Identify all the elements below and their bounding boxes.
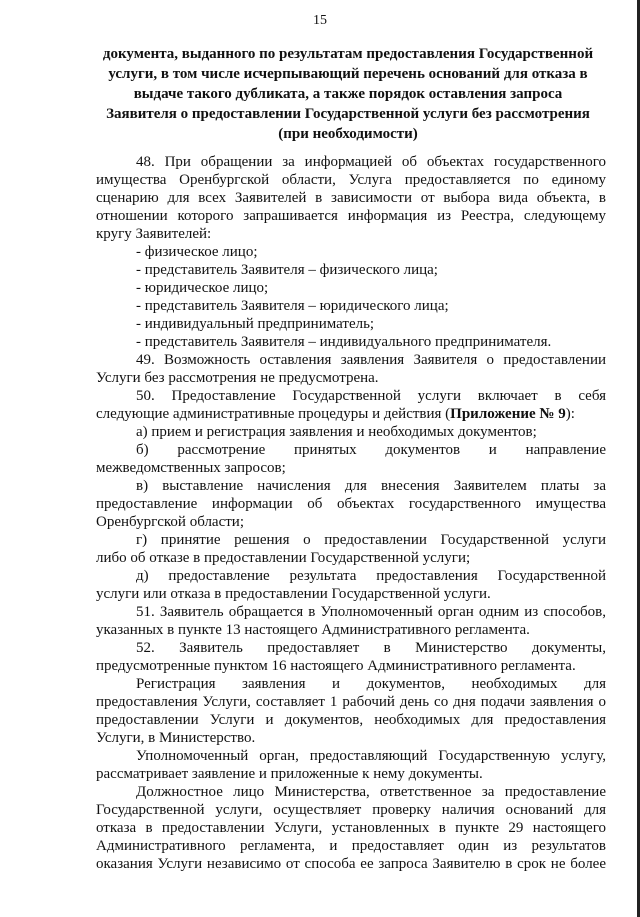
heading-line: выдаче такого дубликата, а также порядок оставления запроса — [133, 86, 563, 102]
list-item: г) принятие решения о предоставлении Государственной услуги — [136, 532, 606, 548]
text-line: кругу Заявителей: — [96, 226, 212, 242]
list-item: - представитель Заявителя – физического лица; — [136, 262, 438, 278]
list-item: - физическое лицо; — [136, 244, 258, 260]
text-line: 49. Возможность оставления заявления Заявителя о предоставлении — [136, 352, 606, 368]
text-line: Регистрация заявления и документов, необходимых для — [136, 676, 606, 692]
appendix-reference: Приложение № 9 — [450, 406, 566, 422]
text-line: 52. Заявитель предоставляет в Министерство документы, — [136, 640, 606, 656]
text-line: имущества Оренбургской области, Услуга предоставляется по единому — [96, 172, 606, 188]
text-line: предусмотренные пунктом 16 настоящего Административного регламента. — [96, 658, 576, 674]
text-line: Оренбургской области; — [96, 514, 245, 530]
text-line: Административного регламента, и предоставляет один из результатов — [96, 838, 606, 854]
heading-line: услуги, в том числе исчерпывающий перечень оснований для отказа в — [108, 66, 588, 82]
page-number: 15 — [313, 13, 327, 28]
heading-line: Заявителя о предоставлении Государственной услуги без рассмотрения — [106, 106, 590, 122]
list-item: в) выставление начисления для внесения Заявителем платы за — [136, 478, 606, 494]
text-line: отношении которого запрашивается информация из Реестра, следующему — [96, 208, 606, 224]
text-line — [96, 405, 606, 423]
list-item: - индивидуальный предприниматель; — [136, 316, 375, 332]
text-line: предоставление информации об объектах государственного имущества — [96, 496, 606, 512]
list-item: - юридическое лицо; — [136, 280, 269, 296]
text-line: сценарию для всех Заявителей в зависимости от выбора вида объекта, в — [96, 190, 606, 206]
text-line: рассматривает заявление и приложенные к нему документы. — [96, 766, 483, 782]
text-line: 51. Заявитель обращается в Уполномоченный орган одним из способов, — [136, 604, 606, 620]
text-line: межведомственных запросов; — [96, 460, 286, 476]
text-line: Услуги без рассмотрения не предусмотрена. — [96, 370, 379, 386]
heading-line: документа, выданного по результатам предоставления Государственной — [102, 46, 594, 62]
text-fragment: ): — [565, 406, 575, 422]
text-line: указанных в пункте 13 настоящего Административного регламента. — [96, 622, 530, 638]
text-line: предоставления Услуги, составляет 1 рабочий день со дня подачи заявления о — [96, 694, 606, 710]
text-fragment: следующие административные процедуры и действия ( — [96, 406, 451, 422]
text-line: 50. Предоставление Государственной услуги включает в себя — [136, 388, 606, 404]
list-item: д) предоставление результата предоставления Государственной — [136, 568, 606, 584]
text-line: предоставлении Услуги и документов, необходимых для предоставления — [96, 712, 606, 728]
list-item: - представитель Заявителя – индивидуального предпринимателя. — [136, 334, 552, 350]
text-line: либо об отказе в предоставлении Государственной услуги; — [96, 550, 471, 566]
text-line: Уполномоченный орган, предоставляющий Государственную услугу, — [136, 748, 606, 764]
text-line: отказа в предоставлении Услуги, установленных в пункте 29 настоящего — [96, 820, 606, 836]
section-heading — [88, 44, 608, 144]
list-item: а) прием и регистрация заявления и необходимых документов; — [136, 424, 537, 440]
text-line: услуги или отказа в предоставлении Государственной услуги. — [96, 586, 491, 602]
list-item: б) рассмотрение принятых документов и направление — [136, 442, 606, 458]
text-line: оказания Услуги независимо от способа ее запроса Заявителю в срок не более — [96, 856, 606, 872]
text-line: Услуги, в Министерство. — [96, 730, 256, 746]
text-line: 48. При обращении за информацией об объектах государственного — [136, 154, 606, 170]
list-item: - представитель Заявителя – юридического лица; — [136, 298, 449, 314]
heading-line: (при необходимости) — [278, 126, 418, 142]
text-line: Должностное лицо Министерства, ответственное за предоставление — [136, 784, 606, 800]
text-line: Государственной услуги, осуществляет проверку наличия оснований для — [96, 802, 606, 818]
